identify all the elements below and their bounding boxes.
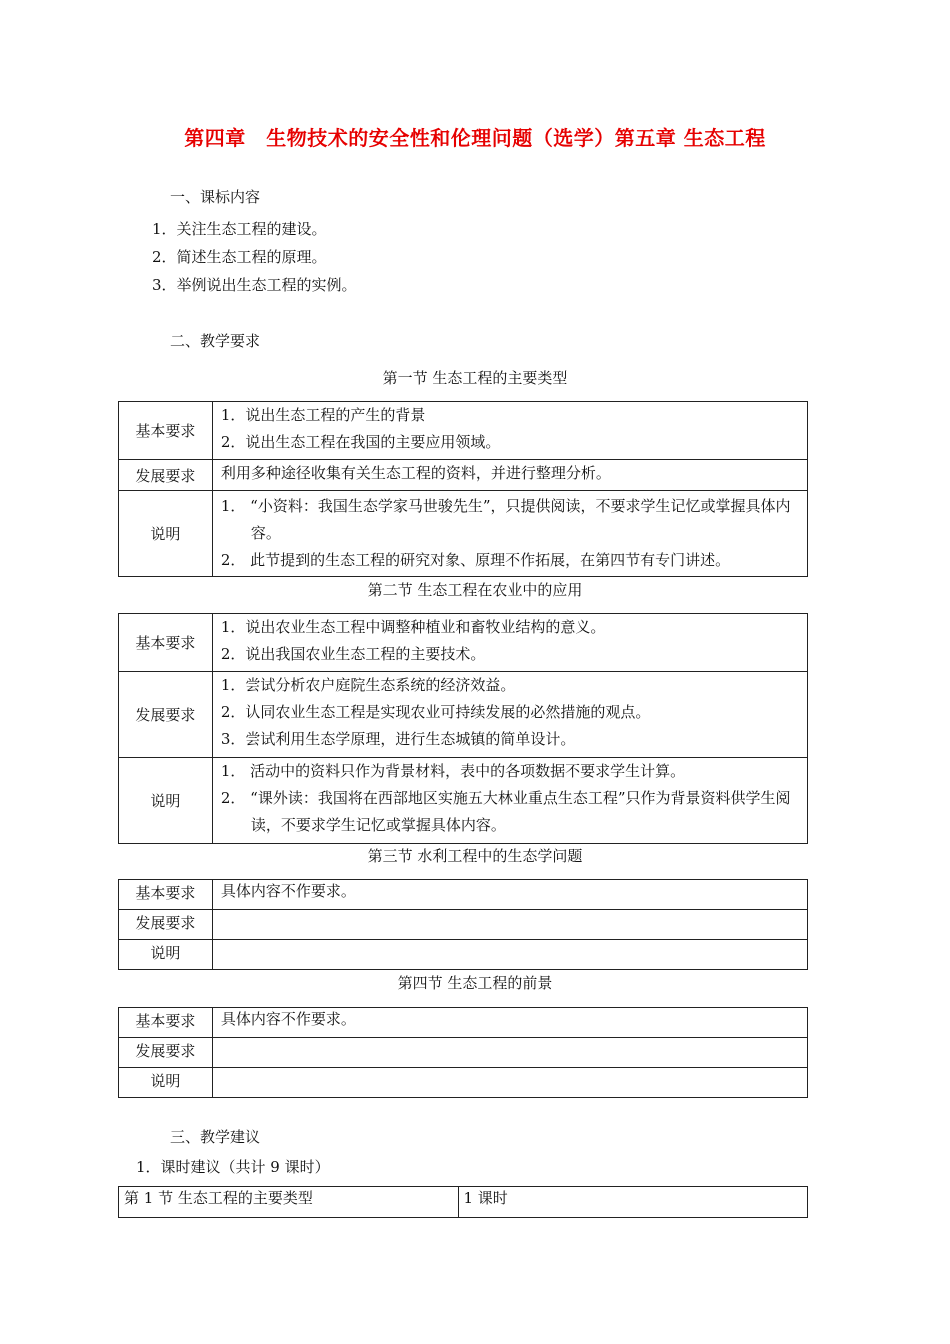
requirements-table-s3 [118,879,808,970]
table-title-s2: 第二节 生态工程在农业中的应用 [367,581,583,599]
requirement-item: 1．尝试分析农户庭院生态系统的经济效益。 [220,676,516,694]
requirement-item: 具体内容不作要求。 [220,882,356,900]
label-develop: 发展要求 [119,910,213,940]
label-note: 说明 [119,940,213,970]
label-basic: 基本要求 [119,402,213,460]
requirements-table-s1 [118,401,808,577]
requirement-item: 3．尝试利用生态学原理，进行生态城镇的简单设计。 [220,730,576,748]
curriculum-item: 2．简述生态工程的原理。 [152,248,327,266]
label-basic: 基本要求 [119,880,213,910]
label-develop: 发展要求 [119,460,213,491]
requirement-item: 2．认同农业生态工程是实现农业可持续发展的必然措施的观点。 [220,703,651,721]
requirements-table-s4 [118,1007,808,1098]
lesson-section-cell: 第 1 节 生态工程的主要类型 [124,1189,313,1207]
requirement-item: 2．说出生态工程在我国的主要应用领域。 [220,433,501,451]
table-title-s1: 第一节 生态工程的主要类型 [382,369,568,387]
label-note: 说明 [119,1068,213,1098]
note-item: 2． “课外读：我国将在西部地区实施五大林业重点生态工程”只作为背景资料供学生阅读，不要求学生记忆或掌握具体内容。 [220,789,791,834]
table-title-s4: 第四节 生态工程的前景 [397,974,553,992]
section-heading-requirements: 二、教学要求 [170,332,261,350]
note-item: 2． 此节提到的生态工程的研究对象、原理不作拓展，在第四节有专门讲述。 [220,551,731,569]
requirement-item: 利用多种途径收集有关生态工程的资料，并进行整理分析。 [220,464,611,482]
empty-cell [212,1038,807,1068]
empty-cell [212,1068,807,1098]
label-develop: 发展要求 [119,672,213,758]
lesson-hours-cell: 1 课时 [463,1189,508,1207]
requirement-item: 2．说出我国农业生态工程的主要技术。 [220,645,486,663]
note-item: 1． 活动中的资料只作为背景材料，表中的各项数据不要求学生计算。 [220,762,686,780]
note-item: 1． “小资料：我国生态学家马世骏先生”，只提供阅读，不要求学生记忆或掌握具体内容。 [220,497,791,542]
section-heading-curriculum: 一、课标内容 [170,188,261,206]
label-basic: 基本要求 [119,614,213,672]
lesson-hours-table [118,1186,808,1218]
label-develop: 发展要求 [119,1038,213,1068]
requirement-item: 1．说出生态工程的产生的背景 [220,406,426,424]
requirement-item: 1．说出农业生态工程中调整种植业和畜牧业结构的意义。 [220,618,606,636]
curriculum-item: 3．举例说出生态工程的实例。 [152,276,357,294]
label-note: 说明 [119,758,213,844]
section-heading-suggestions: 三、教学建议 [170,1128,261,1146]
empty-cell [212,940,807,970]
page-title: 第四章 生物技术的安全性和伦理问题（选学）第五章 生态工程 [184,126,766,150]
table-title-s3: 第三节 水利工程中的生态学问题 [367,847,583,865]
requirements-table-s2 [118,613,808,844]
empty-cell [212,910,807,940]
label-note: 说明 [119,491,213,577]
curriculum-item: 1．关注生态工程的建设。 [152,220,327,238]
label-basic: 基本要求 [119,1008,213,1038]
requirement-item: 具体内容不作要求。 [220,1010,356,1028]
lesson-hours-heading: 1．课时建议（共计 9 课时） [136,1158,330,1176]
